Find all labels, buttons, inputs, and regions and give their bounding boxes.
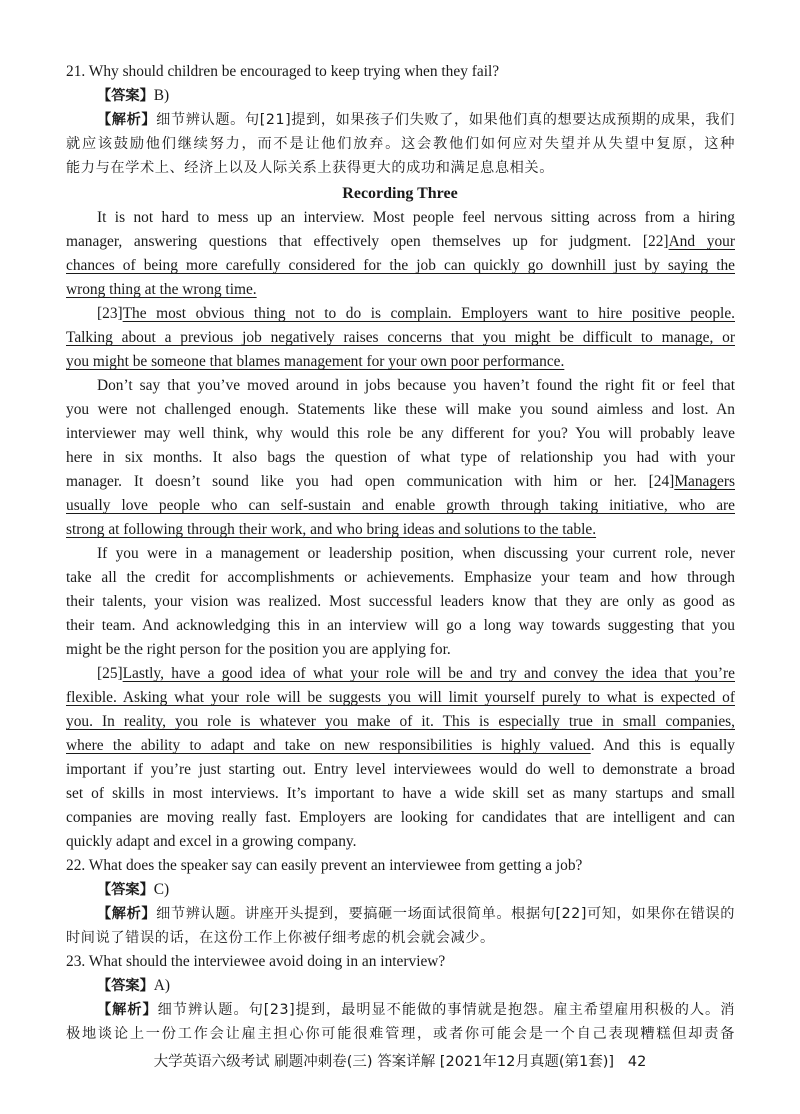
transcript-line: companies are moving really fast. Employers are looking for candidates that are intelligent and can	[66, 809, 735, 826]
analysis-21-line-2: 就应该鼓励他们继续努力，而不是让他们放弃。这会教他们如何应对失望并从失望中复原，这种	[66, 136, 735, 152]
transcript-line: manager, answering questions that effectively open themselves up for judgment. [22]And your	[66, 233, 735, 250]
answer-tag: 【答案】	[97, 88, 154, 104]
analysis-tag: 【解析】	[97, 112, 157, 128]
transcript-line	[66, 520, 596, 540]
underlined-key-sentence: chances of being more carefully considered for the job can quickly go downhill just by saying the	[66, 257, 735, 274]
answer-value: B)	[153, 87, 170, 104]
transcript-line: Don’t say that you’ve moved around in jobs because you haven’t found the right fit or feel that	[97, 377, 735, 394]
analysis-22-line-1: 【解析】细节辨认题。讲座开头提到，要搞砸一场面试很简单。根据句[22]可知，如果你在错误的	[97, 906, 735, 922]
analysis-23-line-1: 【解析】细节辨认题。句[23]提到，最明显不能做的事情就是抱怨。雇主希望雇用积极的人。消	[97, 1002, 735, 1018]
underlined-key-sentence: usually love people who can self-sustain and enable growth through taking initiative, who are	[66, 497, 735, 514]
transcript-line: set of skills in most interviews. It’s important to have a wide skill set as many startups and small	[66, 785, 735, 802]
transcript-line: If you were in a management or leadership position, when discussing your current role, never	[97, 545, 735, 562]
answer-23	[97, 976, 170, 996]
transcript-line: their talents, your vision was realized. Most successful leaders know that they are only as good as	[66, 593, 735, 610]
page-footer	[0, 1052, 800, 1072]
analysis-21-line-1: 【解析】细节辨认题。句[21]提到，如果孩子们失败了，如果他们真的想要达成预期的成果，我们	[97, 112, 735, 128]
underlined-key-sentence: And your	[668, 233, 735, 250]
analysis-22-line-2: 时间说了错误的话，在这份工作上你被仔细考虑的机会就会减少。	[66, 930, 495, 946]
transcript-line: their team. And acknowledging this in an interview will go a long way towards suggesting that you	[66, 617, 735, 634]
transcript-line: manager. It doesn’t sound like you had open communication with him or her. [24]Managers	[66, 473, 735, 490]
answer-value: C)	[153, 881, 170, 898]
transcript-line: important if you’re just starting out. Entry level interviewees would do well to demonstrate a broad	[66, 761, 735, 778]
question-22: 22. What does the speaker say can easily prevent an interviewee from getting a job?	[66, 857, 583, 874]
answer-value: A)	[153, 977, 171, 994]
transcript-line: take all the credit for accomplishments or achievements. Emphasize your team and how through	[66, 569, 735, 586]
transcript-line	[66, 352, 564, 372]
underlined-key-sentence: wrong thing at the wrong time.	[66, 281, 257, 298]
analysis-23-line-2: 极地谈论上一份工作会让雇主担心你可能很难管理，或者你可能会是一个自己表现糟糕但却责备	[66, 1026, 735, 1042]
underlined-key-sentence: The most obvious thing not to do is complain. Employers want to hire positive people.	[122, 305, 735, 322]
transcript-line: interviewer may well think, why would this role be any different for you? You will probably leave	[66, 425, 735, 442]
answer-tag: 【答案】	[97, 882, 154, 898]
question-23: 23. What should the interviewee avoid doing in an interview?	[66, 953, 446, 970]
question-21: 21. Why should children be encouraged to keep trying when they fail?	[66, 63, 500, 80]
transcript-line: might be the right person for the position you are applying for.	[66, 641, 451, 658]
transcript-line: quickly adapt and excel in a growing company.	[66, 833, 357, 850]
transcript-line: here in six months. It also bags the question of what type of relationship you had with your	[66, 449, 735, 466]
page-number: 42	[627, 1054, 647, 1070]
underlined-key-sentence: where the ability to adapt and take on new responsibilities is highly valued	[66, 737, 591, 754]
underlined-key-sentence: strong at following through their work, and who bring ideas and solutions to the table.	[66, 521, 597, 538]
underlined-key-sentence: Managers	[674, 473, 735, 490]
transcript-line: [23]The most obvious thing not to do is complain. Employers want to hire positive people.	[97, 305, 735, 322]
transcript-line: [25]Lastly, have a good idea of what your role will be and try and convey the idea that you’re	[97, 665, 735, 682]
transcript-line: It is not hard to mess up an interview. Most people feel nervous sitting across from a hiring	[97, 209, 735, 226]
underlined-key-sentence: you. In reality, you role is whatever you make of it. This is especially true in small companies,	[66, 713, 735, 730]
analysis-tag: 【解析】	[97, 1002, 158, 1018]
underlined-key-sentence: you might be someone that blames management for your own poor performance.	[66, 353, 565, 370]
underlined-key-sentence: Talking about a previous job negatively raises concerns that you might be difficult to manage, or	[66, 329, 735, 346]
transcript-line	[66, 280, 257, 300]
underlined-key-sentence: Lastly, have a good idea of what your role will be and try and convey the idea that you’re	[122, 665, 735, 682]
analysis-tag: 【解析】	[97, 906, 157, 922]
analysis-21-line-3: 能力与在学术上、经济上以及人际关系上获得更大的成功和满足息息相关。	[66, 160, 554, 176]
footer-title: 大学英语六级考试 刷题冲刺卷(三) 答案详解 [2021年12月真题(第1套)]	[153, 1054, 615, 1070]
answer-22	[97, 880, 169, 900]
transcript-line: where the ability to adapt and take on new responsibilities is highly valued. And this is equally	[66, 737, 735, 754]
recording-title: Recording Three	[342, 185, 458, 202]
underlined-key-sentence: flexible. Asking what your role will be suggests you will limit yourself purely to what is expected of	[66, 689, 735, 706]
answer-tag: 【答案】	[97, 978, 154, 994]
transcript-line: you were not challenged enough. Statements like these will make you sound aimless and lost. An	[66, 401, 735, 418]
answer-21	[97, 86, 169, 106]
